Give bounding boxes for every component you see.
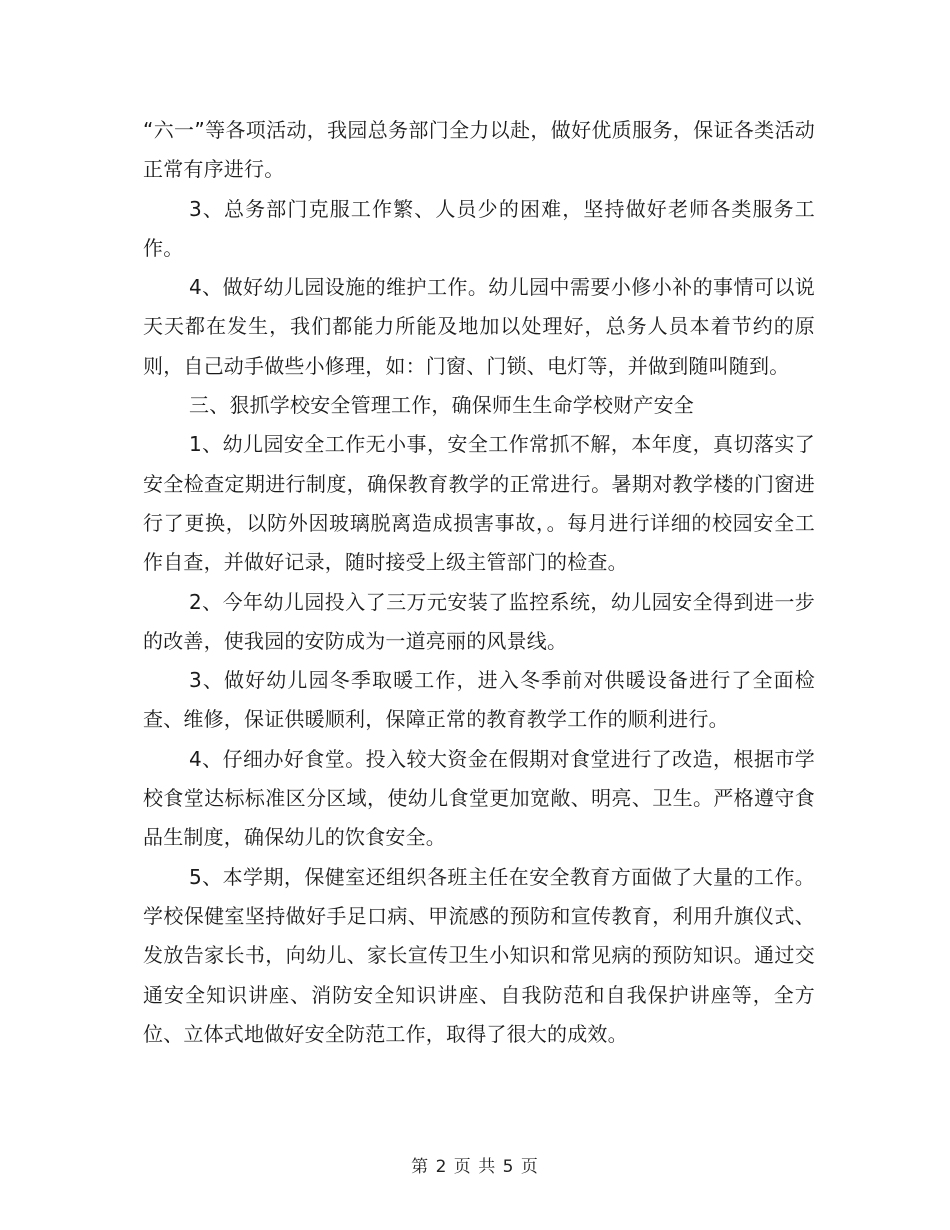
paragraph-item-1-safety-checks: 1、幼儿园安全工作无小事，安全工作常抓不解，本年度，真切落实了安全检查定期进行制度，确保教育教学的正常进行。暑期对教学楼的门窗进行了更换，以防外因玻璃脱离造成损害事故，。每月进行详细的校园安全工作自查，并做好记录，随时接受上级主管部门的检查。 (143, 432, 815, 575)
section-heading-safety: 三、狠抓学校安全管理工作，确保师生生命学校财产安全 (189, 393, 694, 418)
paragraph-item-5-health-room: 5、本学期，保健室还组织各班主任在安全教育方面做了大量的工作。学校保健室坚持做好手足口病、甲流感的预防和宣传教育，利用升旗仪式、发放告家长书，向幼儿、家长宣传卫生小知识和常见病的预防知识。通过交通安全知识讲座、消防安全知识讲座、自我防范和自我保护讲座等，全方位、立体式地做好安全防范工作，取得了很大的成效。 (143, 864, 815, 1046)
page-number-footer: 第 2 页 共 5 页 (411, 1157, 539, 1177)
paragraph-item-3-heating: 3、做好幼儿园冬季取暖工作，进入冬季前对供暖设备进行了全面检查、维修，保证供暖顺利，保障正常的教育教学工作的顺利进行。 (143, 668, 815, 732)
paragraph-continuation: “六一”等各项活动，我园总务部门全力以赴，做好优质服务，保证各类活动正常有序进行。 (143, 118, 815, 182)
document-body (143, 111, 815, 1054)
paragraph-item-2-monitoring: 2、今年幼儿园投入了三万元安装了监控系统，幼儿园安全得到进一步的改善，使我园的安防成为一道亮丽的风景线。 (143, 589, 815, 653)
paragraph-item-3-general-affairs: 3、总务部门克服工作繁、人员少的困难，坚持做好老师各类服务工作。 (143, 196, 815, 260)
paragraph-item-4-maintenance: 4、做好幼儿园设施的维护工作。幼儿园中需要小修小补的事情可以说天天都在发生，我们都能力所能及地加以处理好，总务人员本着节约的原则，自己动手做些小修理，如：门窗、门锁、电灯等，并做到随叫随到。 (143, 275, 815, 378)
paragraph-item-4-canteen: 4、仔细办好食堂。投入较大资金在假期对食堂进行了改造，根据市学校食堂达标标准区分区域，使幼儿食堂更加宽敞、明亮、卫生。严格遵守食品生制度，确保幼儿的饮食安全。 (143, 746, 815, 850)
